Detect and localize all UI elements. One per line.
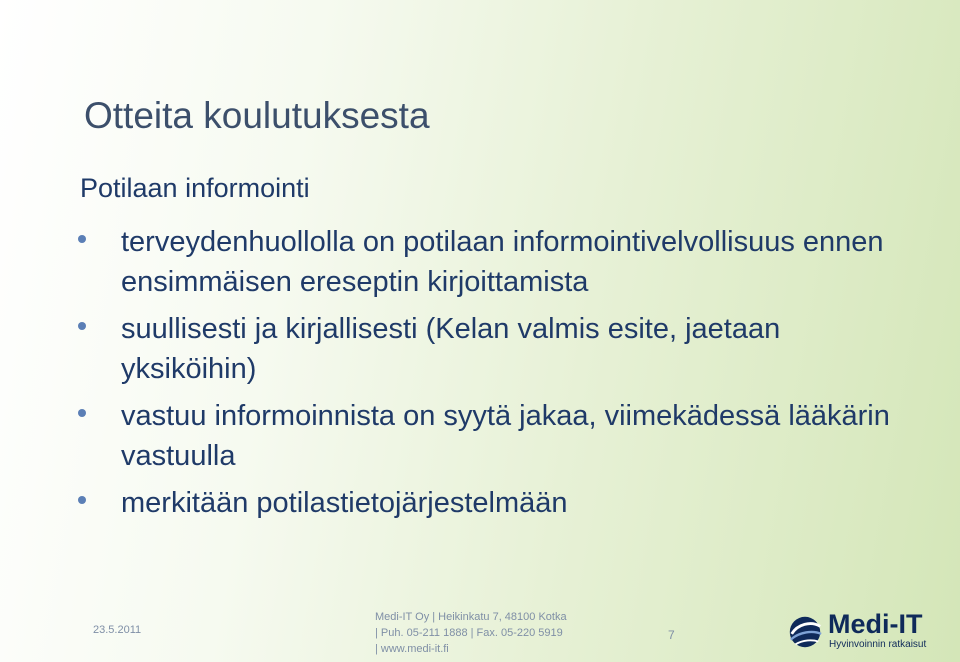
bullet-text: merkitään potilastietojärjestelmään	[121, 487, 568, 519]
bullet-dot-icon	[78, 409, 86, 417]
bullet-dot-icon	[78, 235, 86, 243]
footer-date: 23.5.2011	[93, 624, 142, 636]
bullet-text: suullisesti ja kirjallisesti (Kelan valmis esite, jaetaan yksiköihin)	[121, 313, 781, 385]
page-number: 7	[668, 628, 675, 642]
bullet-item	[78, 397, 898, 476]
bullet-item	[78, 310, 898, 389]
slide-title: Otteita koulutuksesta	[84, 95, 430, 136]
footer-website-line: | www.medi-it.fi	[375, 643, 449, 655]
bullet-item	[78, 484, 898, 524]
bullet-text: terveydenhuollolla on potilaan informointivelvollisuus ennen ensimmäisen ereseptin kirjoittamista	[121, 226, 884, 298]
company-logo	[786, 609, 936, 655]
logo-name: Medi-IT	[828, 609, 923, 639]
logo-tagline: Hyvinvoinnin ratkaisut	[829, 639, 927, 650]
footer-address-line: Medi-IT Oy | Heikinkatu 7, 48100 Kotka	[375, 611, 567, 623]
globe-swoosh-icon	[786, 613, 824, 651]
bullet-dot-icon	[78, 496, 86, 504]
slide-subheading: Potilaan informointi	[80, 173, 310, 203]
bullet-text: vastuu informoinnista on syytä jakaa, viimekädessä lääkärin vastuulla	[121, 400, 890, 472]
footer-company-info	[375, 609, 567, 657]
bullet-dot-icon	[78, 322, 86, 330]
footer-phone-line: | Puh. 05-211 1888 | Fax. 05-220 5919	[375, 627, 563, 639]
bullet-list	[78, 223, 898, 532]
bullet-item	[78, 223, 898, 302]
